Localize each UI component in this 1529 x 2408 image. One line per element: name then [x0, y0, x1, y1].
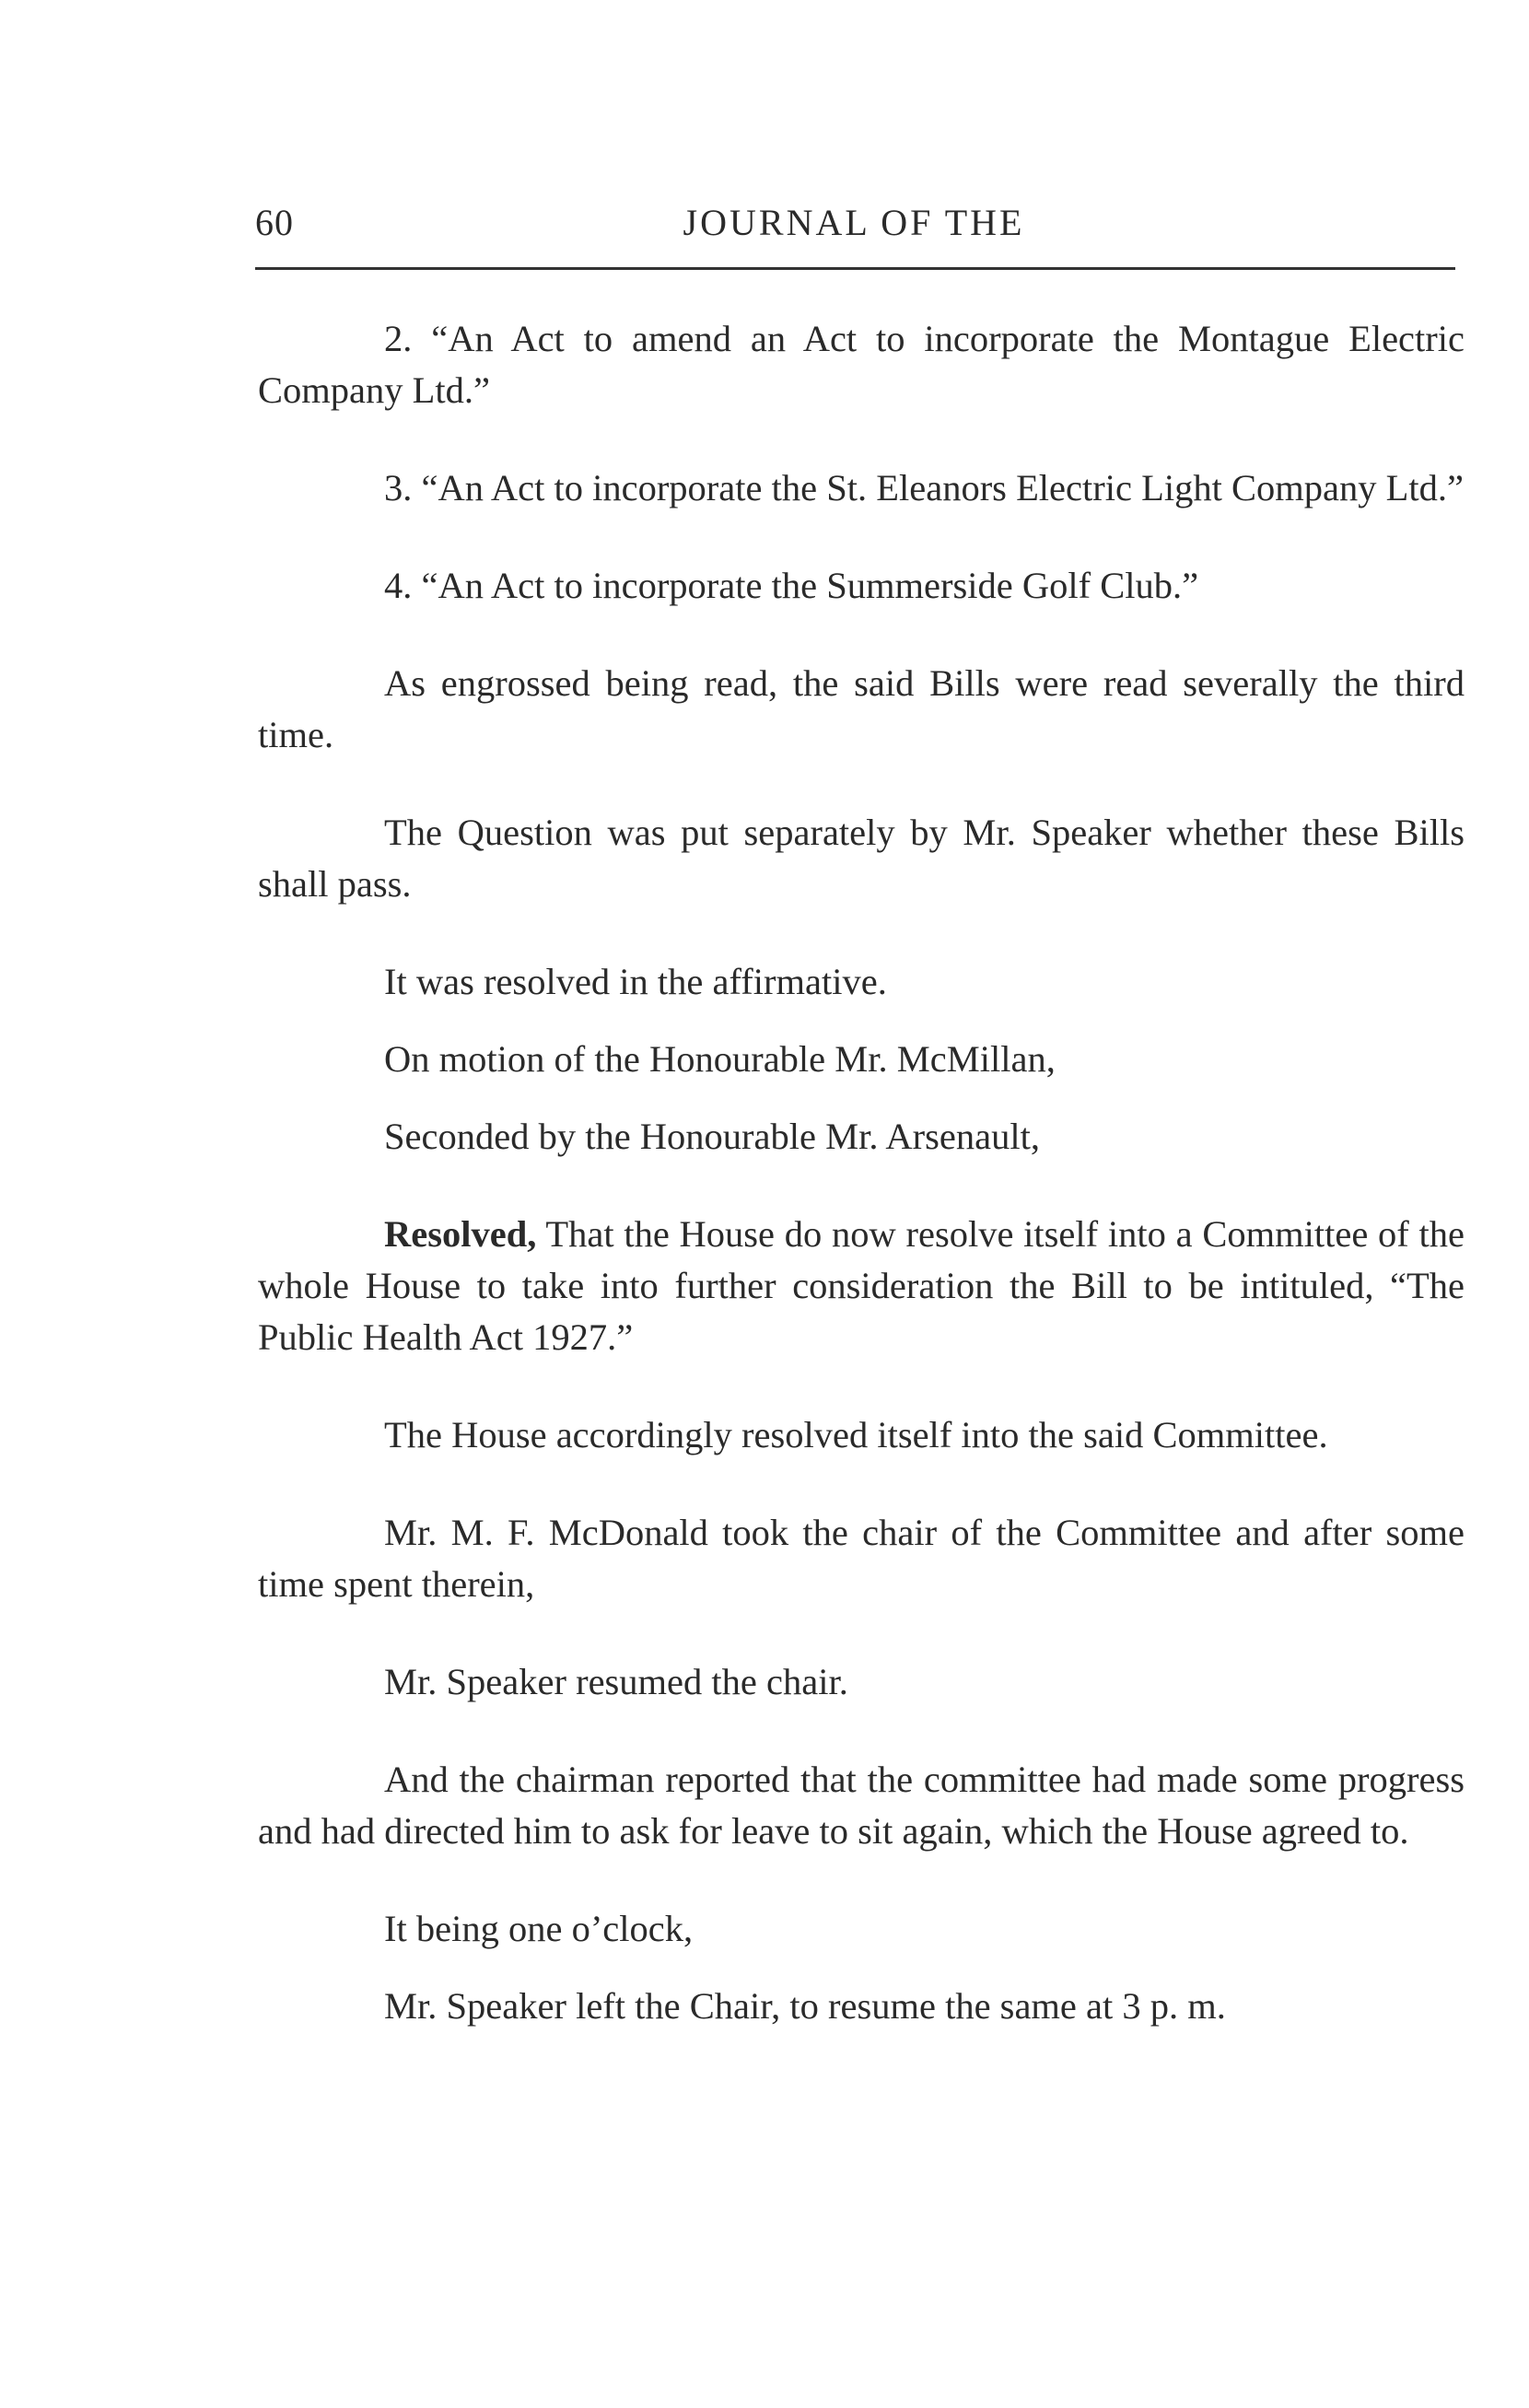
question-paragraph: The Question was put separately by Mr. Speaker whether these Bills shall pass. [258, 812, 1465, 905]
running-head: JOURNAL OF THE [683, 202, 1025, 243]
resolved-paragraph [258, 1209, 1465, 1363]
header-rule [255, 267, 1455, 270]
engrossed-paragraph: As engrossed being read, the said Bills were read severally the third time. [258, 662, 1465, 755]
chairman-report-paragraph: And the chairman reported that the committee had made some progress and had directed him to ask for leave to sit again, which the House agreed to. [258, 1759, 1465, 1852]
resolved-lead: Resolved, [384, 1213, 537, 1255]
chair-paragraph: Mr. M. F. McDonald took the chair of the Committee and after some time spent therein, [258, 1512, 1465, 1605]
speaker-left-paragraph: Mr. Speaker left the Chair, to resume the same at 3 p. m. [384, 1985, 1226, 2027]
affirmative-paragraph: It was resolved in the affirmative. [384, 961, 887, 1002]
page-number: 60 [255, 202, 294, 243]
motion-paragraph: On motion of the Honourable Mr. McMillan, [384, 1038, 1056, 1080]
one-oclock-paragraph: It being one o’clock, [384, 1908, 694, 1949]
committee-paragraph: The House accordingly resolved itself into the said Committee. [384, 1414, 1328, 1455]
page-header [255, 201, 1453, 256]
bill-item-4: 4. “An Act to incorporate the Summerside Golf Club.” [384, 565, 1199, 606]
speaker-resumed-paragraph: Mr. Speaker resumed the chair. [384, 1661, 848, 1702]
bill-item-2: 2. “An Act to amend an Act to incorporate the Montague Electric Company Ltd.” [258, 318, 1465, 411]
resolved-text: That the House do now resolve itself into a Committee of the whole House to take into further consideration the Bill to be intituled, “The Public Health Act 1927.” [258, 1213, 1465, 1358]
journal-body [258, 313, 1465, 2078]
seconded-paragraph: Seconded by the Honourable Mr. Arsenault, [384, 1116, 1040, 1157]
bill-item-3: 3. “An Act to incorporate the St. Eleanors Electric Light Company Ltd.” [384, 467, 1464, 508]
